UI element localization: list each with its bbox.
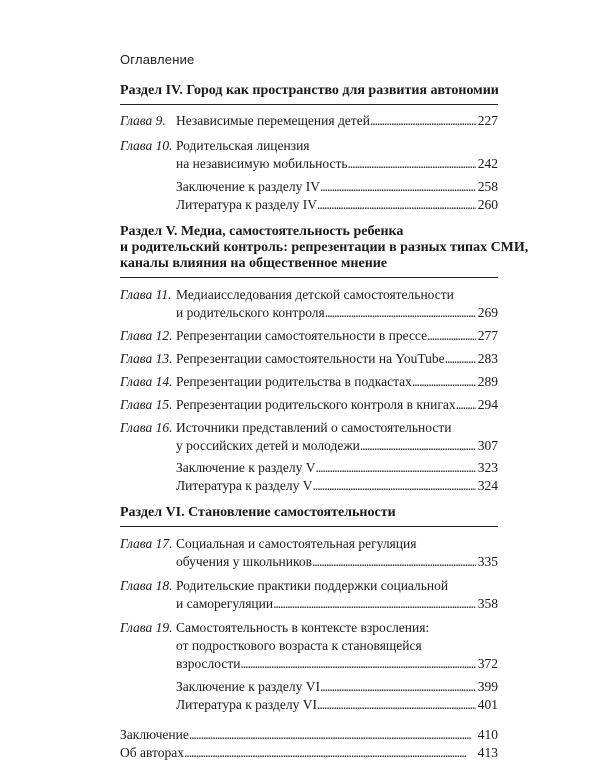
page-number: 283	[477, 351, 498, 366]
page-number: 242	[477, 156, 498, 171]
page-number: 277	[477, 328, 498, 343]
leader-dots	[315, 459, 475, 477]
chapter-title-line: и саморегуляции	[176, 596, 274, 611]
page-number: 307	[477, 438, 498, 453]
page-number: 410	[477, 727, 498, 742]
entry-title: Заключение к разделу VI	[176, 679, 320, 694]
leader-dots	[312, 553, 476, 571]
page-number: 358	[477, 596, 498, 611]
leader-dots	[348, 155, 476, 173]
section-title	[120, 224, 529, 272]
page-number: 323	[477, 460, 498, 475]
toc-entry-chapter-16[interactable]	[120, 419, 498, 455]
leader-dots	[325, 304, 476, 322]
chapter-title: Независимые перемещения детей	[176, 113, 370, 128]
leader-dots	[320, 678, 476, 696]
chapter-title-line: у российских детей и молодежи	[176, 438, 360, 453]
toc-entry-chapter-17[interactable]	[120, 535, 498, 571]
section-title-line: Раздел IV. Город как пространство для развития автономии	[120, 83, 499, 98]
chapter-title: Репрезентации самостоятельности в прессе	[176, 328, 428, 343]
chapter-title: Репрезентации родительства в подкастах	[176, 374, 412, 389]
toc-entry-conclusion-iv[interactable]	[120, 178, 498, 196]
toc-entry-chapter-19[interactable]	[120, 619, 498, 673]
page-number: 260	[477, 197, 498, 212]
toc-entry-conclusion-v[interactable]	[120, 459, 498, 477]
toc-entry-chapter-10[interactable]	[120, 137, 498, 173]
entry-title: Литература к разделу VI	[176, 697, 317, 712]
chapter-title-line: и родительского контроля	[176, 305, 325, 320]
chapter-title-line: взрослости	[176, 656, 241, 671]
chapter-label: Глава 12.	[120, 328, 173, 343]
chapter-title-line: Социальная и самостоятельная регуляция	[176, 536, 417, 551]
leader-dots	[317, 196, 476, 214]
leader-dots	[370, 112, 476, 130]
section-rule	[120, 526, 498, 527]
leader-dots	[456, 396, 476, 414]
section-title	[120, 83, 498, 99]
section-iv	[120, 83, 498, 214]
chapter-title: Репрезентации родительского контроля в книгах	[176, 397, 456, 412]
page-number: 372	[477, 656, 498, 671]
page-number: 335	[477, 554, 498, 569]
section-v	[120, 224, 529, 495]
leader-dots	[360, 437, 476, 455]
page-number: 289	[477, 374, 498, 389]
leader-dots	[273, 595, 476, 613]
page-number: 258	[477, 179, 498, 194]
toc-entry-chapter-14[interactable]	[120, 373, 498, 391]
chapter-label: Глава 18.	[120, 578, 173, 593]
chapter-title-line: на независимую мобильность	[176, 156, 348, 171]
chapter-title-line: от подросткового возраста к становящейся	[176, 638, 422, 653]
toc-entry-chapter-12[interactable]	[120, 327, 498, 345]
page-number: 399	[477, 679, 498, 694]
toc-entry-references-iv[interactable]	[120, 196, 498, 214]
section-title	[120, 505, 498, 521]
leader-dots	[445, 350, 476, 368]
page-number: 227	[477, 113, 498, 128]
chapter-label: Глава 16.	[120, 420, 173, 435]
page-number: 401	[477, 697, 498, 712]
chapter-title-line: обучения у школьников	[176, 554, 312, 569]
toc-entry-about-authors[interactable]	[120, 744, 498, 762]
toc-entry-chapter-11[interactable]	[120, 286, 498, 322]
chapter-title-line: Родительская лицензия	[176, 138, 310, 153]
chapter-title-line: Родительские практики поддержки социальной	[176, 578, 449, 593]
page-number: 294	[477, 397, 498, 412]
chapter-label: Глава 17.	[120, 536, 173, 551]
section-rule	[120, 277, 498, 278]
toc-entry-chapter-13[interactable]	[120, 350, 498, 368]
page-number: 324	[477, 478, 498, 493]
toc-entry-conclusion[interactable]	[120, 726, 498, 744]
chapter-title-line: Источники представлений о самостоятельности	[176, 420, 452, 435]
section-rule	[120, 104, 498, 105]
table-of-contents	[120, 83, 529, 762]
entry-title: Литература к разделу V	[176, 478, 313, 493]
chapter-label: Глава 11.	[120, 287, 172, 302]
section-vi	[120, 505, 498, 714]
chapter-label: Глава 19.	[120, 620, 173, 635]
chapter-title-line: Самостоятельность в контексте взросления:	[176, 620, 430, 635]
leader-dots	[320, 178, 476, 196]
toc-entry-references-v[interactable]	[120, 477, 498, 495]
toc-entry-chapter-18[interactable]	[120, 577, 498, 613]
leader-dots	[240, 655, 475, 673]
toc-entry-conclusion-vi[interactable]	[120, 678, 498, 696]
chapter-label: Глава 15.	[120, 397, 173, 412]
entry-title: Об авторах	[120, 745, 184, 760]
chapter-label: Глава 13.	[120, 351, 173, 366]
page-number: 269	[477, 305, 498, 320]
toc-entry-references-vi[interactable]	[120, 696, 498, 714]
chapter-label: Глава 9.	[120, 113, 166, 128]
leader-dots	[189, 726, 476, 744]
leader-dots	[412, 373, 476, 391]
section-title-line: Раздел VI. Становление самостоятельности	[120, 505, 396, 520]
chapter-label: Глава 10.	[120, 138, 173, 153]
section-title-line: и родительский контроль: репрезентации в разных типах СМИ,	[120, 240, 529, 255]
entry-title: Литература к разделу IV	[176, 197, 317, 212]
chapter-title-line: Медиаисследования детской самостоятельности	[176, 287, 454, 302]
chapter-title: Репрезентации самостоятельности на YouTube	[176, 351, 445, 366]
chapter-label: Глава 14.	[120, 374, 173, 389]
toc-entry-chapter-15[interactable]	[120, 396, 498, 414]
page-number: 413	[477, 745, 498, 760]
toc-entry-chapter-9[interactable]	[120, 112, 498, 130]
entry-title: Заключение к разделу IV	[176, 179, 320, 194]
leader-dots	[313, 477, 476, 495]
section-title-line: Раздел V. Медиа, самостоятельность ребенка	[120, 224, 404, 239]
leader-dots	[427, 327, 476, 345]
leader-dots	[184, 744, 476, 762]
running-head: Оглавление	[120, 52, 195, 67]
entry-title: Заключение к разделу V	[176, 460, 316, 475]
entry-title: Заключение	[120, 727, 189, 742]
leader-dots	[317, 696, 476, 714]
section-title-line: каналы влияния на общественное мнение	[120, 256, 388, 271]
